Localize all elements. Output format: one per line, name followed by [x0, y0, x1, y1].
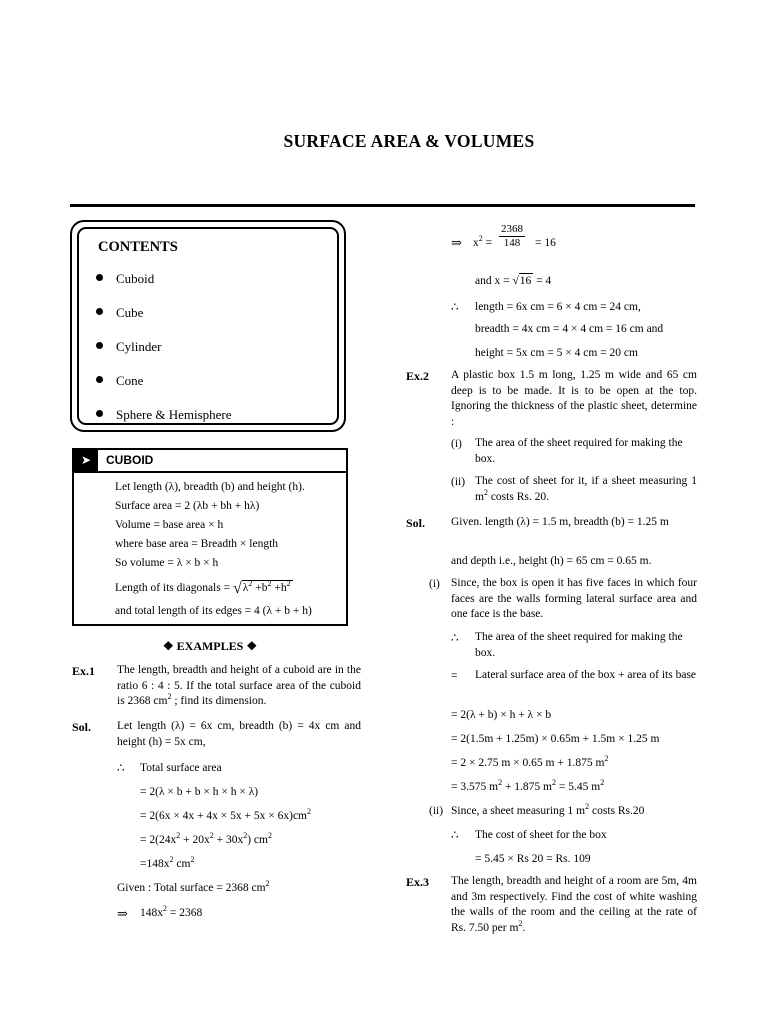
arrow-icon: ➤	[74, 450, 98, 471]
examples-heading: ❖ EXAMPLES ❖	[162, 639, 258, 653]
total-surface-label: Total surface area	[140, 762, 222, 774]
cuboid-line: where base area = Breadth × length	[115, 538, 279, 550]
sol2-calc1: = 2(λ + b) × h + λ × b	[451, 709, 552, 721]
sol1-step3: = $2(24x^2 + 20x^2 + 30x^2)$ $cm^2$	[140, 831, 272, 846]
ex2-ii-text: The cost of sheet for it, if a sheet measuring 1 $m^2$ costs Rs. 20.	[475, 475, 697, 503]
ex2-i-text: The area of the sheet required for making the box.	[475, 437, 683, 465]
sol2-i-label: (i)	[429, 578, 440, 590]
bullet-icon	[96, 274, 103, 281]
therefore-symbol: ∴	[451, 631, 459, 645]
sol2-ii-label: (ii)	[429, 805, 444, 817]
ex1-text: The length, breadth and height of a cuboid are in the ratio 6 : 4 : 5. If the total surface area of the cuboid is 2368 $cm^2$ ; find its dimension.	[117, 664, 361, 707]
cuboid-box	[72, 448, 348, 626]
implies-symbol: ⇒	[117, 906, 128, 921]
fraction	[499, 223, 525, 250]
contents-item-cube: Cube	[96, 305, 143, 321]
sol2-calc4: = 3.575 $m^2 + 1.875$ $m^2 = 5.45$ $m^2$	[451, 778, 605, 793]
sol1-step4: $=148x^2$ $cm^2$	[140, 855, 195, 870]
contents-box	[70, 220, 346, 432]
sol1-given: Given : Total surface = 2368 $cm^2$	[117, 879, 270, 894]
ex2-ii-label: (ii)	[451, 476, 466, 488]
sol2-area-text: The area of the sheet required for making the box.	[475, 631, 683, 659]
sol1-step1: = 2(λ × b + b × h × h × λ)	[140, 786, 259, 798]
fraction-numerator: 2368	[501, 223, 523, 235]
sol2-i-text: Since, the box is open it has five faces in which four faces are the walls forming lateral surface area and one face is the base.	[451, 577, 697, 620]
sol2-cost-value: = 5.45 × Rs 20 = Rs. 109	[475, 853, 591, 865]
cuboid-heading: CUBOID	[106, 453, 154, 467]
cuboid-line: Let length (λ), breadth (b) and height (h).	[115, 481, 305, 493]
therefore-symbol: ∴	[117, 761, 125, 775]
equals-sign: =	[451, 670, 458, 682]
ex1-label: Ex.1	[72, 664, 96, 678]
sol2-label: Sol.	[406, 516, 426, 530]
cuboid-line: Volume = base area × h	[115, 519, 224, 531]
implies-symbol: ⇒	[451, 235, 462, 250]
fraction-denominator: 148	[503, 237, 521, 249]
sol2-given: Given. length (λ) = 1.5 m, breadth (b) = 1.25 m	[451, 516, 669, 528]
therefore-symbol: ∴	[451, 828, 459, 842]
length-result: length = 6x cm = 6 × 4 cm = 24 cm,	[475, 301, 641, 313]
height-result: height = 5x cm = 5 × 4 cm = 20 cm	[475, 347, 638, 359]
contents-item-cone: Cone	[96, 373, 143, 389]
ex3-label: Ex.3	[406, 875, 430, 889]
sol2-cost-label: The cost of sheet for the box	[475, 829, 607, 841]
page-title: SURFACE AREA & VOLUMES	[283, 131, 535, 151]
bullet-icon	[96, 342, 103, 349]
sol1-eq1: $148x^2 = 2368$	[140, 904, 203, 919]
contents-item-cylinder: Cylinder	[96, 339, 162, 355]
sol1-intro: Let length (λ) = 6x cm, breadth (b) = 4x cm and height (h) = 5x cm,	[117, 720, 361, 748]
sol1-label: Sol.	[72, 720, 92, 734]
bullet-icon	[96, 410, 103, 417]
contents-item-sphere: Sphere & Hemisphere	[96, 407, 232, 423]
ex3-text: The length, breadth and height of a room are 5m, 4m and 3m respectively. Find the cost of white washing the walls of the room and the ceiling at the rate of Rs. 7.50 per $m^2$.	[451, 875, 697, 934]
ex2-text: A plastic box 1.5 m long, 1.25 m wide and 65 cm deep is to be made. It is to be open at the top. Ignoring the thickness of the plastic sheet, determine :	[451, 369, 697, 428]
sol2-calc2: = 2(1.5m + 1.25m) × 0.65m + 1.5m × 1.25 m	[451, 733, 660, 745]
equals-16: = 16	[535, 237, 556, 249]
cuboid-line: and total length of its edges = 4 (λ + b + h)	[115, 605, 312, 617]
horizontal-rule	[70, 204, 695, 207]
bullet-icon	[96, 376, 103, 383]
ex2-i-label: (i)	[451, 438, 462, 450]
contents-heading: CONTENTS	[98, 239, 178, 255]
sol1-step2: = $2(6x \times 4x + 4x \times 5x + 5x \times 6x)cm^2$	[140, 807, 311, 822]
sol2-ii-text: Since, a sheet measuring 1 $m^2$ costs Rs.20	[451, 802, 645, 817]
ex2-label: Ex.2	[406, 369, 430, 383]
bullet-icon	[96, 308, 103, 315]
cuboid-header	[74, 450, 346, 473]
contents-item-cuboid: Cuboid	[96, 271, 154, 287]
sol2-depth: and depth i.e., height (h) = 65 cm = 0.65 m.	[451, 555, 652, 567]
contents-inner-border	[77, 227, 339, 425]
breadth-result: breadth = 4x cm = 4 × 4 cm = 16 cm and	[475, 323, 664, 335]
cuboid-line: So volume = λ × b × h	[115, 557, 219, 569]
therefore-symbol: ∴	[451, 300, 459, 314]
cuboid-line: Surface area = 2 (λb + bh + hλ)	[115, 500, 260, 512]
diagonal-formula: Length of its diagonals = $√\lambda^2 +b^2 +h^2$	[115, 579, 291, 597]
and-x-sqrt: and x = √16 = 4	[475, 275, 552, 287]
sol2-lateral: Lateral surface area of the box + area of its base	[475, 669, 697, 681]
sol2-calc3: = 2 × 2.75 m × 0.65 m + 1.875 $m^2$	[451, 754, 609, 769]
x-squared-eq: $x^2$ =	[473, 234, 493, 249]
